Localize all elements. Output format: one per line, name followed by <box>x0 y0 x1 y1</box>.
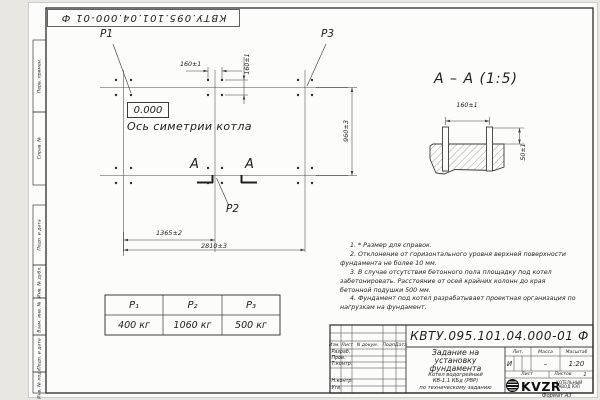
point-label-p2: P2 <box>226 203 240 215</box>
title-block-subtitle-line-2: КВ-1,1 КБд (РВР) <box>432 378 479 384</box>
margin-label-vzam: Взам. инв. № <box>37 300 42 333</box>
title-block-sheets-value: 1 <box>583 371 587 378</box>
note-4: 4. Фундамент под котел разрабатывает проектная организация по нагрузкам на фундамент. <box>340 295 576 312</box>
load-table-header-p2: Р₂ <box>187 299 198 311</box>
margin-label-perv: Перв. примен. <box>37 58 42 94</box>
title-block-doc-number: КВТУ.095.101.04.000-01 Ф <box>410 329 589 343</box>
note-1: 1. * Размер для справок. <box>350 242 432 249</box>
dim-1365: 1365±2 <box>155 229 183 237</box>
title-block-subtitle-line-1: Котел водогрейный <box>428 372 483 378</box>
section-view-linework <box>430 117 524 174</box>
title-block-col-ndokum: N докум. <box>356 342 379 348</box>
margin-label-podp-1: Подп. и дата <box>37 219 42 251</box>
dimension-linework <box>124 57 358 256</box>
plan-linework <box>100 44 348 252</box>
dim-960: 960±3 <box>341 120 350 142</box>
kvzr-logo-icon <box>506 379 519 392</box>
load-table-header-p3: Р₃ <box>245 299 257 311</box>
title-block-col-izm-list: Изм. Лист <box>329 342 353 348</box>
title-block-row-nkontr: Н.контр. <box>331 379 353 384</box>
title-block-col-data: Дата <box>395 342 407 348</box>
section-letter-left: А <box>190 157 199 172</box>
title-block-row-utv: Утв. <box>331 386 342 391</box>
section-cut-marks <box>197 175 257 183</box>
load-table-value-p3: 500 кг <box>235 319 267 331</box>
title-block-sheet-label: Лист <box>521 372 533 377</box>
note-3: 3. В случае отсутствия бетонного пола площадку под котел забетонировать. Расстояние от осей крайних колонн до края бетонной подушки 500 мм. <box>340 268 552 294</box>
section-letter-right: А <box>245 157 254 172</box>
margin-label-inv-podl: Инв. № подл. <box>37 366 42 399</box>
title-block-mass-label: Масса <box>538 349 553 355</box>
title-block-sheets-label: Листов <box>554 372 572 377</box>
title-block-subtitle-line-3: по техническому заданию <box>419 384 492 391</box>
dim-160-vertical: 160±1 <box>243 53 251 75</box>
dim-2810: 2810±3 <box>200 242 228 250</box>
section-dim-height: 50±1 <box>519 143 527 161</box>
title-block-row-tkontr: Т.контр. <box>331 362 353 367</box>
elevation-badge: 0.000 <box>127 102 169 118</box>
title-block-mass-value: – <box>543 359 548 368</box>
title-block-lit-value: И <box>506 359 513 368</box>
title-block-title-line-1: Задание на <box>431 348 480 357</box>
company-subtitle <box>556 381 582 391</box>
point-label-p3: P3 <box>321 28 335 40</box>
load-table-header-p1: Р₁ <box>128 299 140 311</box>
format-label: Формат А3 <box>542 393 572 399</box>
notes-block <box>340 242 577 313</box>
note-2: 2. Отклонение от горизонтального уровня верхней поверхности фундамента не более 10 мм. <box>340 250 566 267</box>
title-block-scale-value: 1:20 <box>568 359 585 368</box>
section-view-title: А – А (1:5) <box>434 71 518 87</box>
margin-label-inv-dubl: Инв. № дубл. <box>37 265 42 298</box>
title-block-lit-label: Лит. <box>512 349 524 355</box>
load-table-value-p1: 400 кг <box>118 319 150 331</box>
title-block-row-razrab: Разраб. <box>331 349 351 355</box>
company-subtitle-line-2: ЗАВОД РЭП <box>556 384 580 390</box>
company-subtitle-line-1: КОТЕЛЬНЫЙ <box>556 379 583 385</box>
load-table-value-p2: 1060 кг <box>173 319 212 331</box>
title-block-col-podp: Подп. <box>382 342 397 348</box>
title-block-title-line-3: фундамента <box>429 364 482 373</box>
doc-stamp: КВТУ.095.101.04.000-01 Ф <box>60 12 227 24</box>
section-dim-width: 160±1 <box>456 102 478 109</box>
title-block-scale-label: Масштаб <box>565 349 588 355</box>
title-block-row-prov: Пров. <box>331 356 346 361</box>
dim-160-horizontal: 160±1 <box>180 61 202 68</box>
margin-label-podp-2: Подп. и дата <box>37 337 42 370</box>
company-name: KVZR <box>521 378 562 394</box>
point-label-p1: P1 <box>100 28 114 40</box>
axis-caption: Ось симетрии котла <box>127 120 252 133</box>
margin-label-sprav: Справ. № <box>37 136 42 160</box>
title-block-title-line-2: установку <box>434 356 477 365</box>
